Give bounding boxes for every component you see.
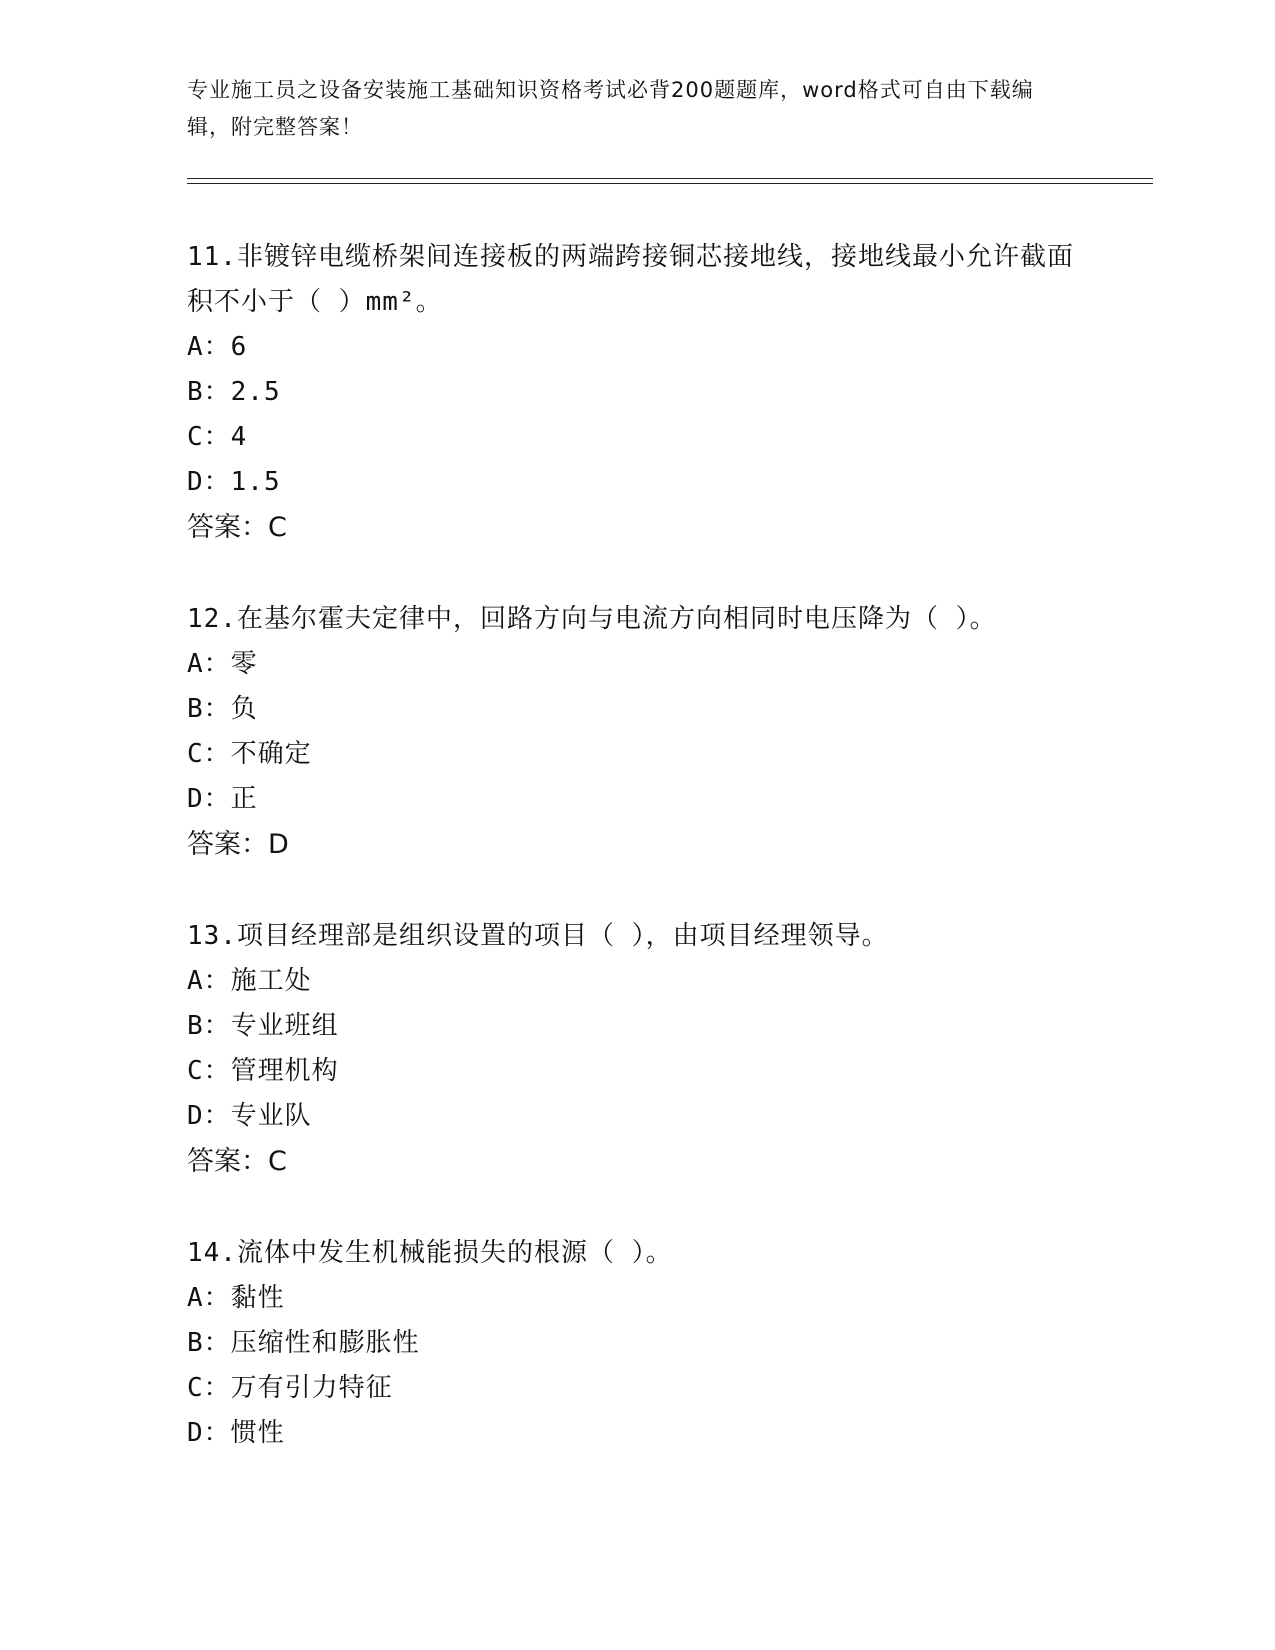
header-divider-bottom: [187, 183, 1153, 184]
question-text: 14.流体中发生机械能损失的根源（ ）。: [187, 1238, 673, 1268]
question-13: [187, 914, 1087, 1184]
question-text: 12.在基尔霍夫定律中，回路方向与电流方向相同时电压降为（ ）。: [187, 604, 997, 634]
option-b: B：负: [187, 694, 258, 724]
option-c: C：万有引力特征: [187, 1373, 393, 1403]
option-a: A：零: [187, 649, 258, 679]
option-a: A：黏性: [187, 1283, 285, 1313]
question-14: [187, 1231, 1087, 1456]
option-b: B：2.5: [187, 377, 281, 407]
option-d: D：专业队: [187, 1101, 312, 1131]
option-c: C：管理机构: [187, 1056, 339, 1086]
option-d: D：正: [187, 784, 258, 814]
question-text: 13.项目经理部是组织设置的项目（ ），由项目经理领导。: [187, 921, 889, 951]
header-divider-top: [187, 178, 1153, 179]
option-a: A：施工处: [187, 966, 312, 996]
option-a: A：6: [187, 332, 248, 362]
question-11: [187, 235, 1087, 550]
answer-line: 答案：D: [187, 829, 289, 860]
document-header: 专业施工员之设备安装施工基础知识资格考试必背200题题库，word格式可自由下载编辑，附完整答案！: [187, 78, 1034, 139]
option-d: D：惯性: [187, 1418, 285, 1448]
answer-line: 答案：C: [187, 512, 287, 543]
answer-line: 答案：C: [187, 1146, 287, 1177]
option-b: B：专业班组: [187, 1011, 339, 1041]
option-c: C：不确定: [187, 739, 312, 769]
option-b: B：压缩性和膨胀性: [187, 1328, 420, 1358]
question-list: [187, 235, 1087, 1503]
option-d: D：1.5: [187, 467, 281, 497]
question-12: [187, 597, 1087, 867]
question-text: 11.非镀锌电缆桥架间连接板的两端跨接铜芯接地线，接地线最小允许截面积不小于（ ）mm²。: [187, 242, 1074, 317]
option-c: C：4: [187, 422, 248, 452]
